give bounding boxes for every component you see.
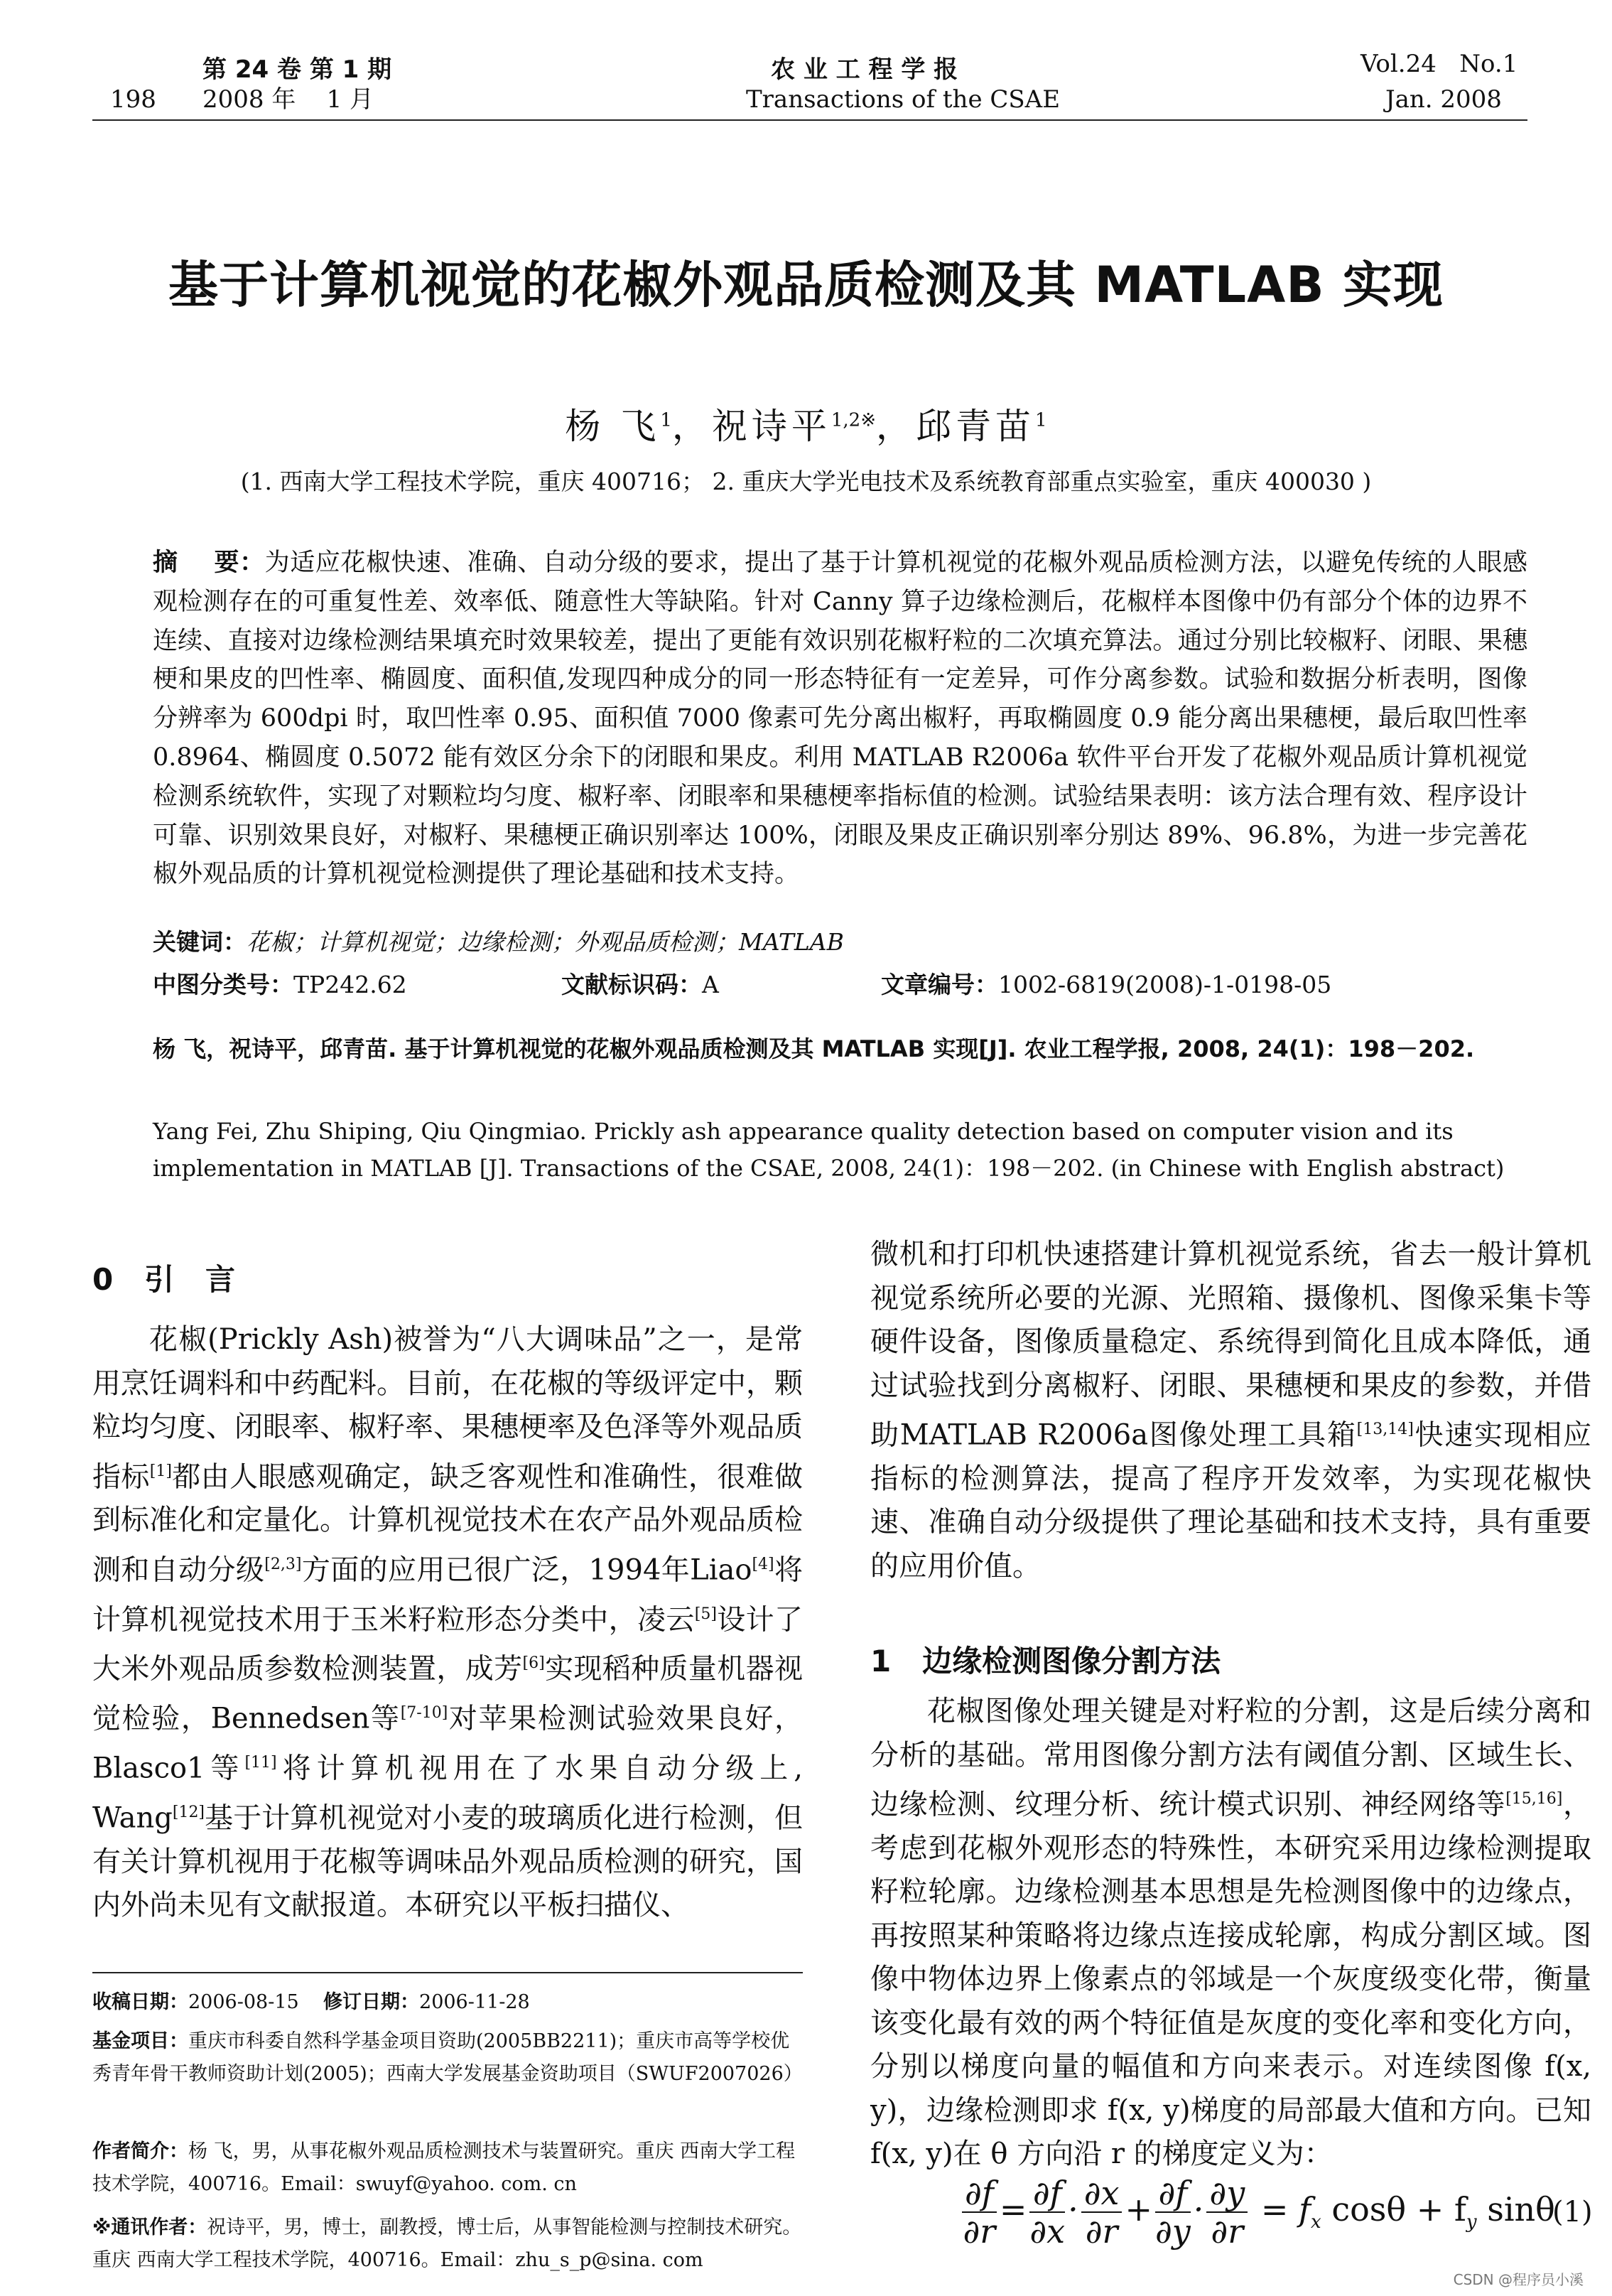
doc-code [561,966,719,1000]
section-0-heading: 0 引 言 [92,1262,235,1297]
right-column-section1 [870,1690,1591,2177]
abstract [153,544,1527,894]
doc-label: 文献标识码： [561,971,702,998]
eq-frac: $\frac{\partial f}{\partial y}$ [1155,2174,1191,2251]
author-sup: 1,2※ [831,409,877,431]
keywords-label: 关键词： [153,928,247,956]
clc-value: TP242.62 [293,971,407,998]
eq-frac: $\frac{\partial f}{\partial r}$ [963,2174,996,2251]
left-column [92,1318,803,1928]
doc-value: A [702,971,719,998]
keywords [153,924,844,957]
affiliations: (1. 西南大学工程技术学院，重庆 400716； 2. 重庆大学光电技术及系统教育部重点实验室，重庆 400030 ) [240,468,1372,495]
clc-label: 中图分类号： [153,971,293,998]
date-cn: 2008 年 1 月 [202,85,374,114]
article-number [881,966,1331,1000]
section-1-heading: 1 边缘检测图像分割方法 [870,1644,1221,1678]
author-sup: 1 [660,409,672,431]
intro-paragraph: 花椒(Prickly Ash)被誉为“八大调味品”之一，是常用烹饪调料和中药配料。目前，在花椒的等级评定中，颗粒均匀度、闭眼率、椒籽率、果穗梗率及色泽等外观品质指标[1]都由人眼感观确定，缺乏客观性和准确性，很难做到标准化和定量化。计算机视觉技术在农产品外观品质检测和自动分级[2,3]方面的应用已很广泛，1994年Liao[4]将计算机视觉技术用于玉米籽粒形态分类中，凌云[5]设计了大米外观品质参数检测装置，成芳[6]实现稻种质量机器视觉检验，Bennedsen等[7-10]对苹果检测试验效果良好，Blasco1等[11]将计算机视用在了水果自动分级上, Wang[12]基于计算机视觉对小麦的玻璃质化进行检测，但有关计算机视用于花椒等调味品外观品质检测的研究，国内外尚未见有文献报道。本研究以平板扫描仪、 [92,1323,804,1922]
eq-frac: $\frac{\partial y}{\partial r}$ [1206,2174,1248,2250]
equation-number: (1) [1552,2196,1593,2228]
citation-en: Yang Fei, Zhu Shiping, Qiu Qingmiao. Prickly ash appearance quality detection based on computer vision and its implementation in MATLAB [J]. Transactions of the CSAE, 2008, 24(1)：198－202. (in Chinese with English abstract) [153,1118,1505,1182]
author-list [0,398,1612,449]
abstract-text: 为适应花椒快速、准确、自动分级的要求，提出了基于计算机视觉的花椒外观品质检测方法，以避免传统的人眼感观检测存在的可重复性差、效率低、随意性大等缺陷。针对 Canny 算子边缘检测后，花椒样本图像中仍有部分个体的边界不连续、直接对边缘检测结果填充时效果较差，提出了更能有效识别花椒籽粒的二次填充算法。通过分别比较椒籽、闭眼、果穗梗和果皮的凹性率、椭圆度、面积值,发现四种成分的同一形态特征有一定差异，可作分离参数。试验和数据分析表明，图像分辨率为 600dpi 时，取凹性率 0.95、面积值 7000 像素可先分离出椒籽，再取椭圆度 0.9 能分离出果穗梗，最后取凹性率 0.8964、椭圆度 0.5072 能有效区分余下的闭眼和果皮。利用 MATLAB R2006a 软件平台开发了花椒外观品质计算机视觉检测系统软件，实现了对颗粒均匀度、椒籽率、闭眼率和果穗梗率指标值的检测。试验结果表明：该方法合理有效、程序设计可靠、识别效果良好，对椒籽、果穗梗正确识别率达 100%，闭眼及果皮正确识别率分别达 89%、96.8%，为进一步完善花椒外观品质的计算机视觉检测提供了理论基础和技术支持。 [153,549,1527,889]
date-en: Jan. 2008 [1385,85,1502,114]
journal-cn: 农 业 工 程 学 报 [771,55,958,84]
article-label: 文章编号： [881,971,998,998]
article-value: 1002-6819(2008)-1-0198-05 [998,971,1332,998]
journal-en: Transactions of the CSAE [746,85,1061,114]
eq-tail: cosθ + f [1331,2190,1466,2228]
clc-number [153,966,407,1000]
author-name: ，邱青苗 [876,406,1036,447]
footnote-corresponding: ※通讯作者：祝诗平，男，博士，副教授，博士后，从事智能检测与控制技术研究。重庆 西南大学工程技术学院，400716。Email：zhu_s_p@sina. com [92,2216,802,2271]
eq-end: sinθ [1487,2190,1555,2228]
author-sup: 1 [1035,409,1047,431]
volume-cn: 第 24 卷 第 1 期 [202,55,392,84]
header-rule [92,119,1527,121]
footnote-fund: 基金项目：重庆市科委自然科学基金项目资助(2005BB2211)；重庆市高等学校优秀青年骨干教师资助计划(2005)；西南大学发展基金资助项目（SWUF2007026） [92,2030,803,2085]
right-column-intro [870,1233,1591,1588]
author-name: 杨 飞 [565,406,661,447]
page-number: 198 [110,85,156,114]
paper-title: 基于计算机视觉的花椒外观品质检测及其 MATLAB 实现 [168,256,1444,314]
section1-paragraph: 花椒图像处理关键是对籽粒的分割，这是后续分离和分析的基础。常用图像分割方法有阈值分割、区域生长、边缘检测、纹理分析、统计模式识别、神经网络等[15,16]，考虑到花椒外观形态的特殊性，本研究采用边缘检测提取籽粒轮廓。边缘检测基本思想是先检测图像中的边缘点，再按照某种策略将边缘点连接成轮廓，构成分割区域。图像中物体边界上像素点的邻域是一个灰度级变化带，衡量该变化最有效的两个特征值是灰度的变化率和变化方向，分别以梯度向量的幅值和方向来表示。对连续图像 f(x, y)，边缘检测即求 f(x, y)梯度的局部最大值和方向。已知f(x, y)在 θ 方向沿 r 的梯度定义为： [870,1695,1592,2171]
eq-frac: $\frac{\partial x}{\partial r}$ [1081,2174,1123,2250]
eq-rhs: = f [1260,2190,1311,2228]
equation-1: $\frac{\partial f}{\partial r}$ = $\frac{\partial f}{\partial x}$ · $\frac{\partial x}{\partial r}$ + $\frac{\partial f}{\partial y}$ · $\frac{\partial y}{\partial r}$ = $f_x$ $\cos\theta + f_y$ sinθ [963,2174,1555,2251]
watermark: CSDN @程序员小溪 [1453,2271,1584,2288]
footnote-author: 作者简介：杨 飞，男，从事花椒外观品质检测技术与装置研究。重庆 西南大学工程技术学院，400716。Email：swuyf@yahoo. com. cn [92,2140,796,2195]
keywords-text: 花椒；计算机视觉；边缘检测；外观品质检测；MATLAB [247,928,844,956]
footnote-rule [92,1972,803,1973]
eq-frac: $\frac{\partial f}{\partial x}$ [1029,2174,1066,2251]
volume-en: Vol.24 No.1 [1361,50,1518,78]
author-name: ，祝诗平 [671,406,831,447]
footnote-dates: 收稿日期：2006-08-15 修订日期：2006-11-28 [92,1991,530,2013]
citation-cn: 杨 飞，祝诗平，邱青苗. 基于计算机视觉的花椒外观品质检测及其 MATLAB 实现[J]. 农业工程学报, 2008, 24(1)：198－202. [153,1035,1475,1062]
intro-continued: 微机和打印机快速搭建计算机视觉系统，省去一般计算机视觉系统所必要的光源、光照箱、摄像机、图像采集卡等硬件设备，图像质量稳定、系统得到简化且成本降低，通过试验找到分离椒籽、闭眼、果穗梗和果皮的参数，并借助MATLAB R2006a图像处理工具箱[13,14]快速实现相应指标的检测算法，提高了程序开发效率，为实现花椒快速、准确自动分级提供了理论基础和技术支持，具有重要的应用价值。 [870,1238,1592,1583]
abstract-label: 摘 要： [153,549,265,577]
